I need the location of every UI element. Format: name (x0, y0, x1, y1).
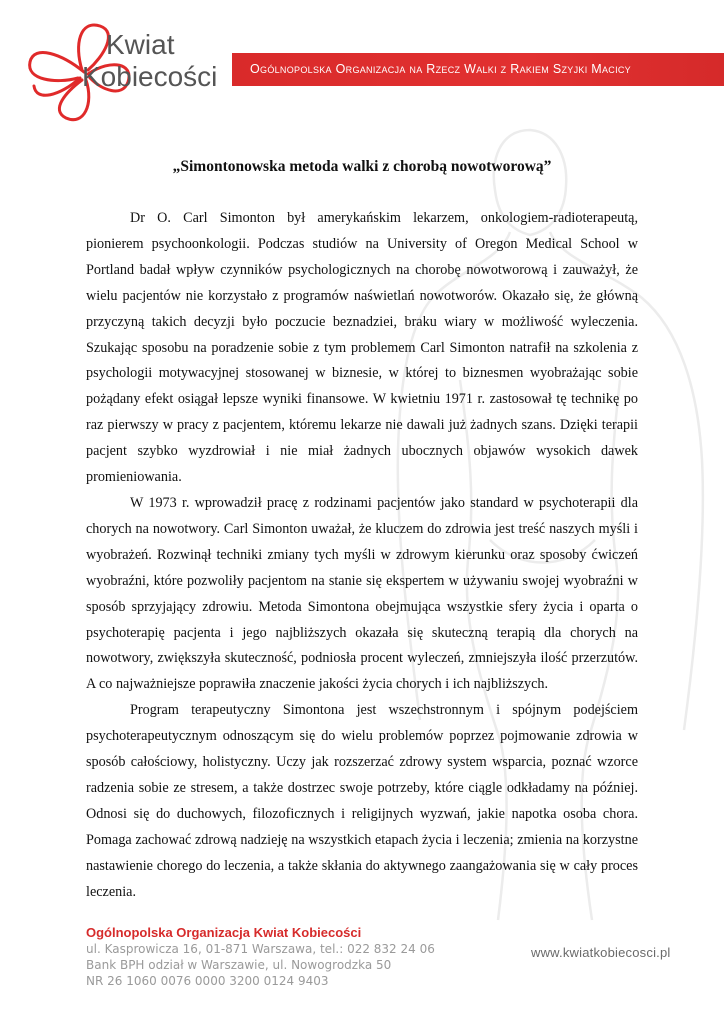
header-banner: Ogólnopolska Organizacja na Rzecz Walki z Rakiem Szyjki Macicy (232, 53, 724, 86)
footer-address: ul. Kasprowicza 16, 01-871 Warszawa, tel.: 022 832 24 06 (86, 942, 435, 956)
website-link[interactable]: www.kwiatkobiecosci.pl (531, 945, 671, 960)
flower-logo-icon (22, 14, 222, 132)
paragraph-2: W 1973 r. wprowadził pracę z rodzinami pacjentów jako standard w psychoterapii dla chorych na nowotwory. Carl Simonton uważał, że kluczem do zdrowia jest treść naszych myśli i wyobrażeń. Rozwinął techniki zmiany tych myśli w zdrowym kierunku oraz sposoby ćwiczeń wyobraźni, które pozwoliły pacjentom na stanie się ekspertem w używaniu swojej wyobraźni w sposób sprzyjający zdrowiu. Metoda Simontona obejmująca wszystkie sfery życia i oparta o psychoterapię pacjenta i jego najbliższych okazała się skuteczną terapią dla chorych na nowotwory, zwiększyła skuteczność, podniosła procent wyleczeń, zmniejszyła ilość przerzutów. A co najważniejsze poprawiła znaczenie jakości życia chorych i ich najbliższych. (86, 494, 638, 693)
paragraph-3: Program terapeutyczny Simontona jest wszechstronnym i spójnym podejściem psychoterapeutycznym odnoszącym się do wielu problemów poprzez pojmowanie zdrowia w sposób całościowy, holistyczny. Uczy jak rozszerzać zdrowy system wsparcia, poznać wzorce radzenia sobie ze stresem, a także dostrzec swoje potrzeby, które ciągle odkładamy na później. Odnosi się do duchowych, filozoficznych i religijnych wyzwań, jakie napotka osoba chora. Pomaga zachować zdrową nadzieję na wszystkich etapach życia i leczenia; zmienia na korzystne nastawienie chorego do leczenia, a także skłania do aktywnego zaangażowania się w cały proces leczenia. (86, 702, 638, 900)
article-body (86, 206, 638, 905)
kwiat-kobiecosci-logo (22, 14, 222, 132)
footer-account: NR 26 1060 0076 0000 3200 0124 9403 (86, 974, 329, 988)
footer-org-name: Ogólnopolska Organizacja Kwiat Kobiecości (86, 925, 362, 940)
logo-word-kobiecosci: Kobiecości (82, 61, 218, 92)
footer-contact (86, 925, 435, 989)
paragraph-1: Dr O. Carl Simonton był amerykańskim lekarzem, onkologiem-radioterapeutą, pionierem psychoonkologii. Podczas studiów na University of Oregon Medical School w Portland badał wpływ czynników psychologicznych na chorobę nowotworową i zauważył, że wielu pacjentów nie korzystało z programów naświetlań nowotworów. Okazało się, że główną przyczyną takich decyzji było poczucie beznadziei, braku wiary w możliwość wyleczenia. Szukając sposobu na poradzenie sobie z tym problemem Carl Simonton natrafił na szkolenia z psychologii motywacyjnej stosowanej w biznesie, w której to biznesmen wyobrażając sobie pożądany efekt osiągał lepsze wyniki finansowe. W kwietniu 1971 r. zastosował tę technikę po raz pierwszy w pracy z pacjentem, któremu lekarze nie dawali już żadnych szans. Dzięki terapii pacjent szybko wyzdrowiał i nie miał żadnych ubocznych objawów wysokich dawek promieniowania. (86, 210, 638, 486)
document-title: „Simontonowska metoda walki z chorobą nowotworową” (172, 158, 552, 175)
footer-bank: Bank BPH odział w Warszawie, ul. Nowogrodzka 50 (86, 958, 392, 972)
logo-word-kwiat: Kwiat (106, 29, 175, 60)
